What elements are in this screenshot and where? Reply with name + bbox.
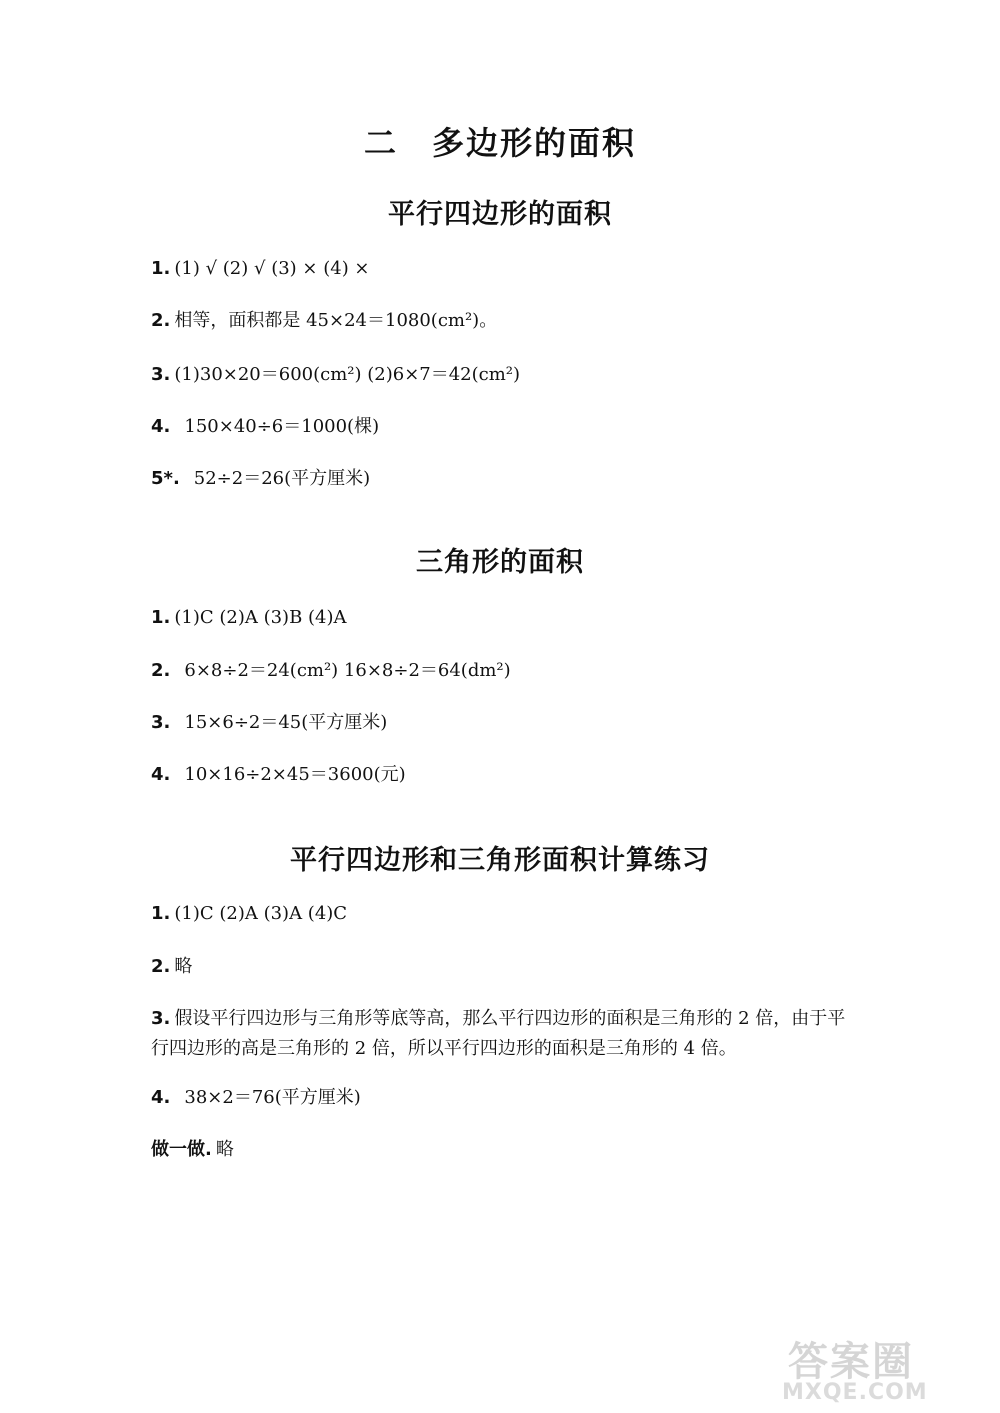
answer-item — [151, 603, 871, 633]
item-number: 4. — [151, 764, 171, 785]
section-title-parallelogram: 平行四边形的面积 — [388, 199, 612, 230]
answer-item — [151, 1135, 871, 1165]
answer-item — [151, 708, 871, 738]
item-text: 假设平行四边形与三角形等底等高，那么平行四边形的面积是三角形的 2 倍，由于平行四边形的高是三角形的 2 倍，所以平行四边形的面积是三角形的 4 倍。 — [151, 1008, 846, 1059]
item-number: 3. — [151, 1008, 171, 1029]
item-number: 5*. — [151, 468, 180, 489]
item-number: 3. — [151, 364, 171, 385]
item-text: 15×6÷2＝45(平方厘米) — [184, 712, 388, 733]
answer-item — [151, 254, 871, 284]
item-text: (1)C (2)A (3)A (4)C — [174, 903, 348, 924]
item-number: 2. — [151, 956, 171, 977]
answer-item — [151, 760, 871, 790]
item-number: 做一做. — [151, 1139, 212, 1160]
item-text: 略 — [215, 1139, 234, 1160]
item-text: 150×40÷6＝1000(棵) — [184, 416, 380, 437]
item-number: 4. — [151, 416, 171, 437]
answer-item — [151, 952, 871, 982]
item-number: 4. — [151, 1087, 171, 1108]
section-title-practice: 平行四边形和三角形面积计算练习 — [290, 845, 710, 876]
watermark-url: MXQE.COM — [782, 1380, 928, 1405]
item-text: 52÷2＝26(平方厘米) — [193, 468, 371, 489]
item-text: 相等，面积都是 45×24＝1080(cm²)。 — [174, 310, 498, 331]
answer-item — [151, 464, 871, 494]
answer-item — [151, 1004, 851, 1064]
item-text: 略 — [174, 956, 193, 977]
chapter-title — [0, 118, 1000, 164]
answer-item — [151, 1083, 871, 1113]
item-text: 10×16÷2×45＝3600(元) — [184, 764, 406, 785]
item-text: 38×2＝76(平方厘米) — [184, 1087, 361, 1108]
item-number: 1. — [151, 903, 171, 924]
answer-item — [151, 656, 871, 686]
item-number: 2. — [151, 310, 171, 331]
item-number: 1. — [151, 258, 171, 279]
item-text: (1)C (2)A (3)B (4)A — [174, 607, 347, 628]
watermark-main: 答案圈 — [788, 1339, 914, 1385]
watermark-logo — [780, 1330, 990, 1410]
answer-item — [151, 306, 871, 336]
item-text: (1)30×20＝600(cm²) (2)6×7＝42(cm²) — [174, 364, 521, 385]
answer-item — [151, 360, 871, 390]
item-number: 2. — [151, 660, 171, 681]
item-text: 6×8÷2＝24(cm²) 16×8÷2＝64(dm²) — [184, 660, 511, 681]
item-number: 1. — [151, 607, 171, 628]
chapter-name: 多边形的面积 — [432, 124, 637, 162]
section-title-triangle: 三角形的面积 — [416, 547, 584, 578]
chapter-number: 二 — [363, 124, 398, 162]
answer-item — [151, 899, 871, 929]
answer-item — [151, 412, 871, 442]
item-text: (1) √ (2) √ (3) × (4) × — [174, 258, 370, 279]
item-number: 3. — [151, 712, 171, 733]
